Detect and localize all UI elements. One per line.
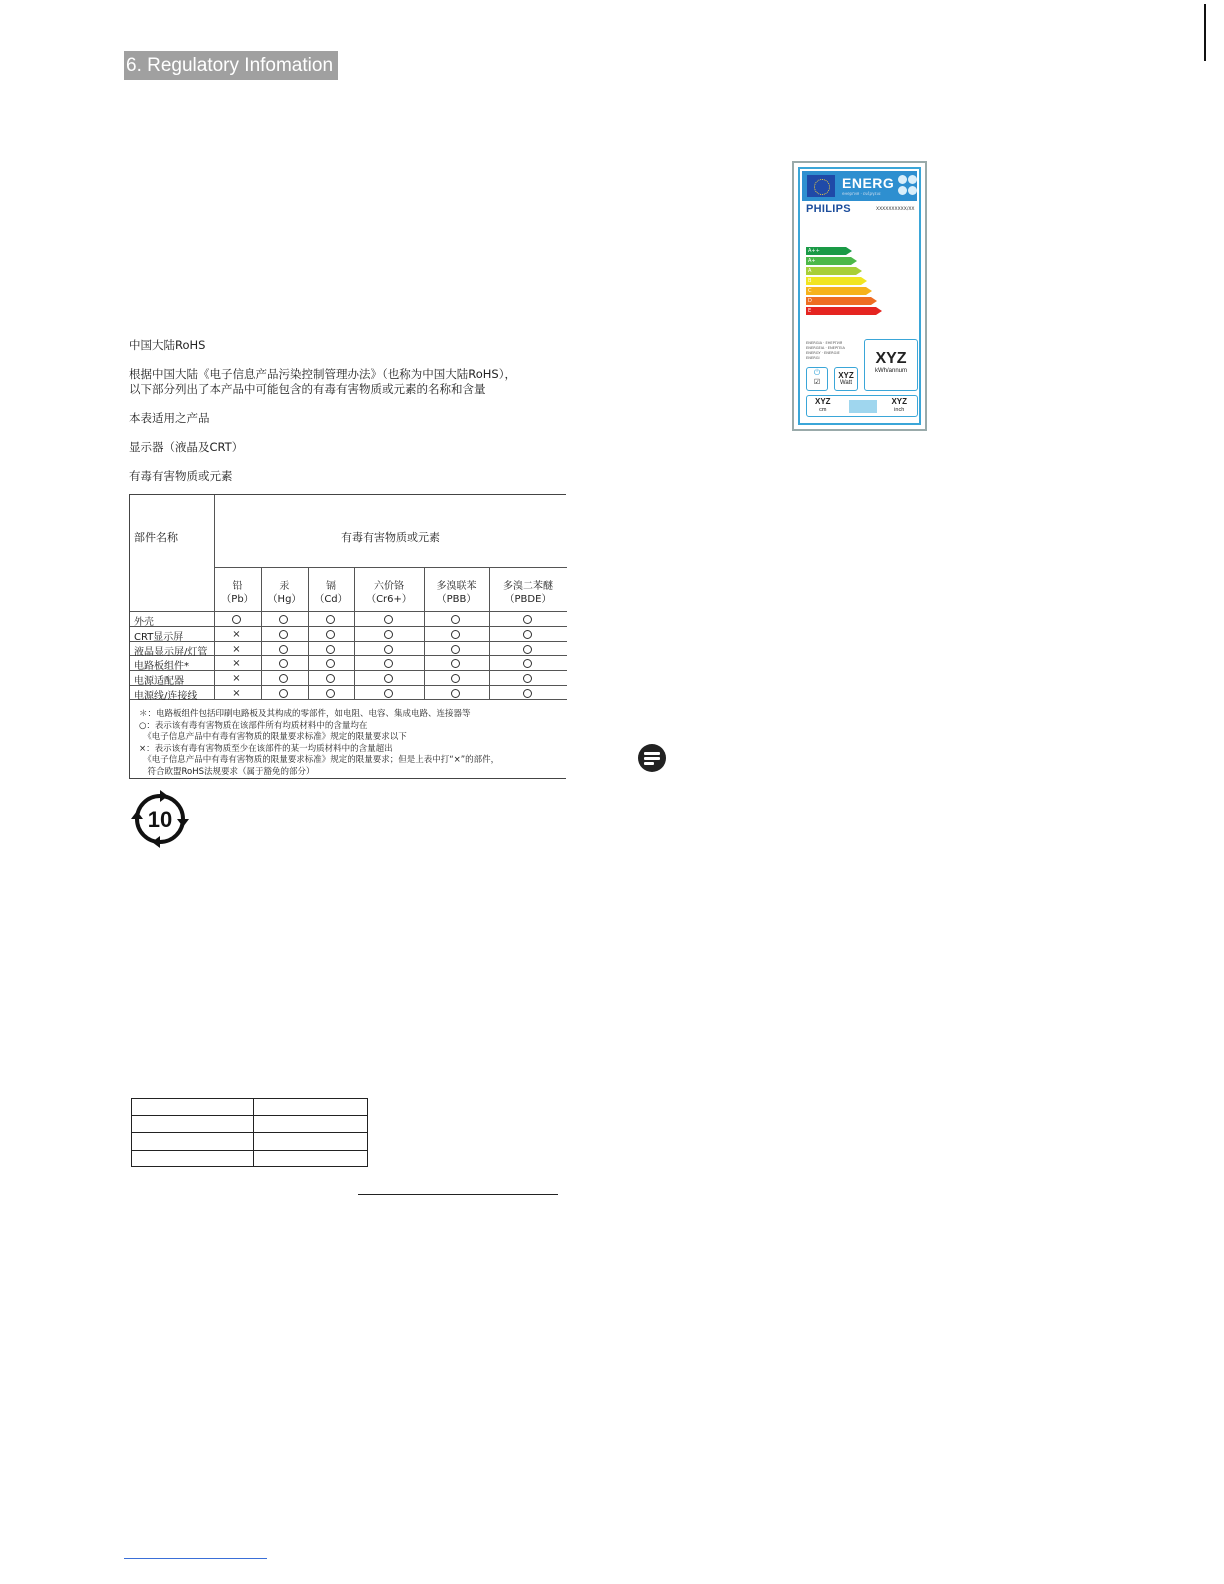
- table-line: [132, 1132, 367, 1133]
- language-dot-icon: [908, 186, 917, 195]
- energy-label-header: [802, 171, 917, 201]
- rohs-note: 符合欧盟RoHS法规要求（属于豁免的部分）: [139, 766, 315, 777]
- substance-header: [354, 580, 424, 606]
- section-title: 6. Regulatory Infomation: [124, 51, 338, 80]
- circle-mark: [451, 674, 460, 683]
- table-row-label: 外壳: [134, 617, 154, 628]
- rohs-note: 《电子信息产品中有毒有害物质的限量要求标准》规定的限量要求以下: [139, 732, 407, 743]
- energy-subtitle: енергия · ενέργεια: [842, 191, 881, 196]
- circle-mark: [523, 630, 532, 639]
- substance-symbol: （PBDE）: [504, 594, 552, 605]
- cross-mark: ×: [232, 644, 241, 655]
- circle-mark: [326, 659, 335, 668]
- rohs-intro-line2: 以下部分列出了本产品中可能包含的有毒有害物质或元素的名称和含量: [129, 382, 486, 396]
- table-row-label: 电源线/连接线: [134, 691, 198, 702]
- circle-mark: [523, 645, 532, 654]
- table-row-label: CRT显示屏: [134, 632, 184, 643]
- circle-mark: [451, 630, 460, 639]
- col-part-header: 部件名称: [134, 531, 178, 544]
- note-line: [644, 757, 660, 760]
- rohs-product-label: 显示器（液晶及CRT）: [129, 440, 244, 454]
- col-group-header: 有毒有害物质或元素: [341, 531, 440, 544]
- energy-label: [792, 161, 927, 431]
- table-row-label: 液晶显示屏/灯管: [134, 647, 208, 658]
- circle-mark: [451, 659, 460, 668]
- energy-class-bar: A: [806, 267, 856, 275]
- table-row-label: 电路板组件*: [134, 661, 189, 672]
- annual-unit: kWh/annum: [874, 368, 907, 374]
- language-dot-icon: [908, 175, 917, 184]
- size-cm: [815, 398, 831, 414]
- substance-header: [489, 580, 567, 606]
- watt-value: XYZ: [838, 371, 854, 380]
- power-icon: ⏻: [813, 368, 821, 377]
- substance-name: 六价铬: [374, 581, 404, 592]
- table-line: [130, 611, 567, 612]
- circle-mark: [279, 659, 288, 668]
- table-line: [130, 641, 567, 642]
- circle-mark: [451, 615, 460, 624]
- circle-mark: [384, 659, 393, 668]
- screen-size-box: [806, 395, 918, 417]
- circle-mark: [326, 689, 335, 698]
- recycle-10-icon: [131, 790, 189, 848]
- page-edge-rule: [1204, 4, 1206, 61]
- cross-mark: ×: [232, 688, 241, 699]
- circle-mark: [232, 615, 241, 624]
- eu-flag-icon: [807, 175, 835, 197]
- cm-unit: cm: [819, 407, 827, 413]
- energy-class-bar: A+: [806, 257, 851, 265]
- watt-box: [834, 367, 858, 391]
- table-line: [130, 626, 567, 627]
- energy-word: ENERG: [842, 175, 895, 191]
- energy-language-text: ENERGIA · ЕНЕРГИЯ ENERGEIA · ΕΝΕΡΓΕΙΑ ENERGY · ENERGIE ENERGI: [806, 341, 845, 360]
- footer-link-underline[interactable]: [124, 1558, 267, 1559]
- annual-value: XYZ: [875, 350, 907, 367]
- note-line: [644, 762, 654, 765]
- substance-name: 铅: [232, 581, 243, 592]
- substance-symbol: （Cd）: [314, 594, 348, 605]
- circle-mark: [523, 659, 532, 668]
- empty-table: [131, 1098, 368, 1167]
- table-line: [132, 1150, 367, 1151]
- substance-symbol: （Cr6+）: [366, 594, 412, 605]
- energy-brand: PHILIPS: [806, 203, 851, 215]
- substance-name: 镉: [326, 581, 336, 592]
- substance-header: [214, 580, 261, 606]
- circle-mark: [279, 674, 288, 683]
- circle-mark: [384, 645, 393, 654]
- substance-symbol: （PBB）: [436, 594, 477, 605]
- circle-mark: [326, 645, 335, 654]
- circle-mark: [451, 689, 460, 698]
- circle-mark: [384, 689, 393, 698]
- energy-label-frame: [798, 167, 921, 425]
- circle-mark: [384, 615, 393, 624]
- rohs-notes: [139, 709, 499, 779]
- energy-model: XXXXXXXXXX/XX: [876, 207, 915, 212]
- substance-header: [308, 580, 354, 606]
- circle-mark: [326, 630, 335, 639]
- annual-consumption-box: [864, 339, 918, 391]
- substance-symbol: （Hg）: [267, 594, 302, 605]
- circle-mark: [384, 630, 393, 639]
- circle-mark: [279, 689, 288, 698]
- checkbox-icon: ☑: [813, 379, 821, 386]
- rohs-heading: 中国大陆RoHS: [129, 338, 206, 352]
- rohs-note: ＊：电路板组件包括印刷电路板及其构成的零部件，如电阻、电容、集成电路、连接器等: [139, 709, 471, 719]
- table-line: [214, 567, 567, 568]
- circle-mark: [384, 674, 393, 683]
- note-line: [644, 752, 660, 755]
- substance-name: 汞: [279, 581, 290, 592]
- circle-mark: [523, 689, 532, 698]
- table-line: [130, 685, 567, 686]
- energy-class-bar: D: [806, 297, 871, 305]
- language-dot-icon: [898, 175, 907, 184]
- inch-unit: inch: [894, 407, 905, 413]
- cross-mark: ×: [232, 629, 241, 640]
- circle-mark: [279, 630, 288, 639]
- rohs-applies-label: 本表适用之产品: [129, 411, 210, 425]
- circle-mark: [279, 615, 288, 624]
- watt-unit: Watt: [839, 380, 853, 386]
- epup-years: 10: [147, 807, 173, 832]
- table-line: [132, 1115, 367, 1116]
- substance-header: [261, 580, 308, 606]
- circle-mark: [523, 674, 532, 683]
- rohs-note: ○：表示该有毒有害物质在该部件所有均质材料中的含量均在: [139, 720, 368, 731]
- size-inch: [891, 398, 907, 414]
- circle-mark: [523, 615, 532, 624]
- eu-stars-icon: [814, 179, 830, 195]
- language-dot-icon: [898, 186, 907, 195]
- note-icon: [638, 744, 666, 772]
- circle-mark: [451, 645, 460, 654]
- circle-mark: [279, 645, 288, 654]
- rohs-intro-line1: 根据中国大陆《电子信息产品污染控制管理办法》（也称为中国大陆RoHS），: [129, 367, 516, 381]
- circle-mark: [326, 674, 335, 683]
- inch-value: XYZ: [891, 397, 907, 406]
- cm-value: XYZ: [815, 397, 831, 406]
- table-row-label: 电源适配器: [134, 676, 184, 687]
- substance-header: [424, 580, 489, 606]
- cross-mark: ×: [232, 673, 241, 684]
- monitor-icon: [849, 400, 877, 413]
- energy-class-bar: A++: [806, 247, 846, 255]
- rohs-note: ×：表示该有毒有害物质至少在该部件的某一均质材料中的含量超出: [139, 743, 393, 754]
- energy-class-bar: B: [806, 277, 861, 285]
- circle-mark: [326, 615, 335, 624]
- rohs-table: [129, 494, 566, 779]
- rohs-note: 《电子信息产品中有毒有害物质的限量要求标准》规定的限量要求；但是上表中打“×”的部件，: [139, 755, 500, 766]
- substance-name: 多溴联苯: [436, 581, 477, 592]
- substance-symbol: （Pb）: [221, 594, 254, 605]
- substance-name: 多溴二苯醚: [503, 581, 553, 592]
- energy-class-bar: E: [806, 307, 876, 315]
- table-line: [130, 670, 567, 671]
- power-standby-box: [806, 367, 828, 391]
- energy-class-bar: C: [806, 287, 866, 295]
- cross-mark: ×: [232, 658, 241, 669]
- rohs-substances-label: 有毒有害物质或元素: [129, 469, 233, 483]
- link-underline: [358, 1194, 558, 1195]
